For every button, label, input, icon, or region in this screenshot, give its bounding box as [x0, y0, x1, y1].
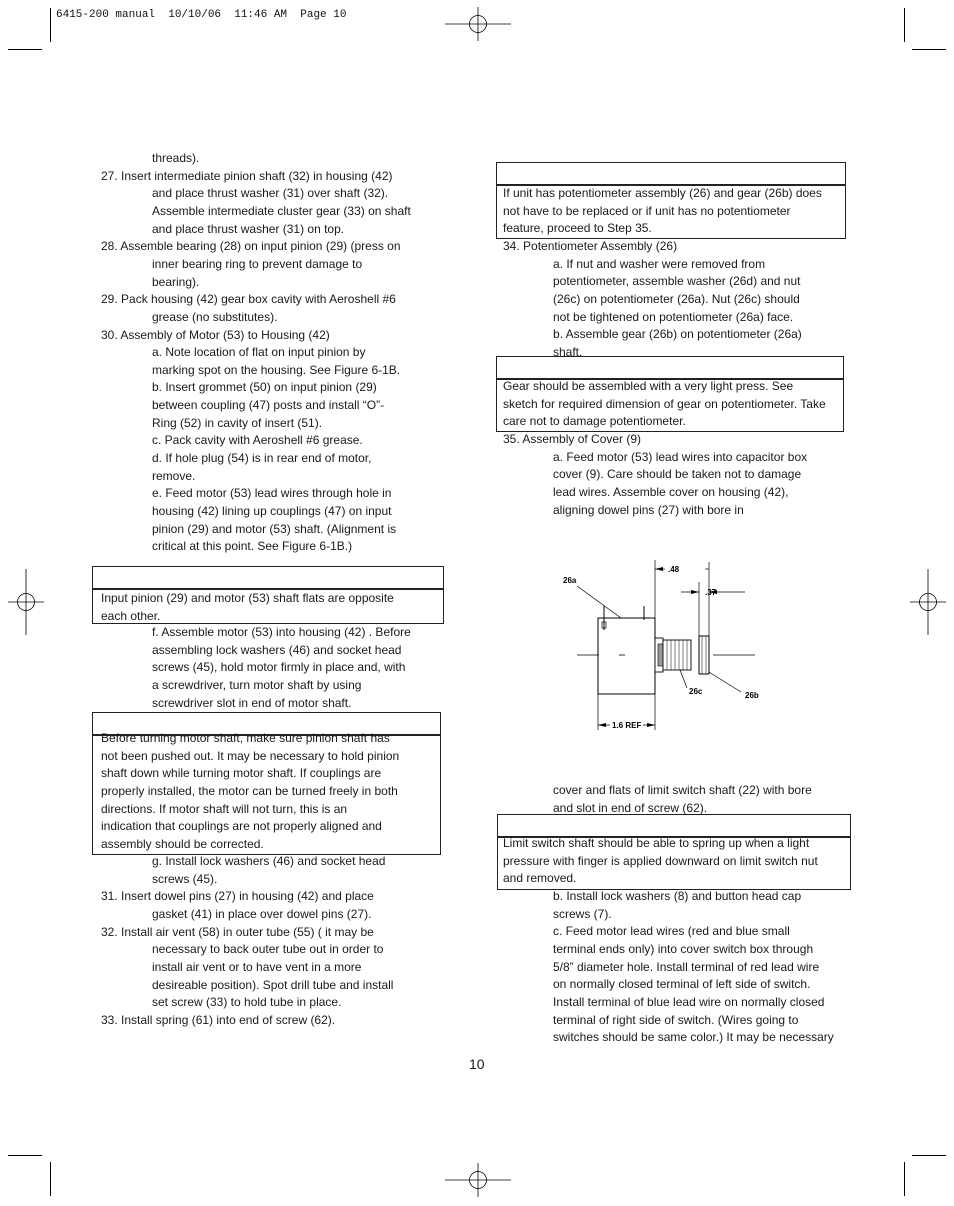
dim-48-label: .48 [668, 565, 680, 574]
text-line: each other. [101, 608, 161, 623]
text-line: necessary to back outer tube out in order to [152, 942, 384, 957]
registration-mark-icon [8, 569, 44, 635]
text-line: terminal of right side of switch. (Wires going to [553, 1012, 799, 1027]
text-line: pinion (29) and motor (53) shaft. (Alignment is [152, 521, 397, 536]
registration-mark-icon [445, 7, 511, 41]
text-line: b. Insert grommet (50) on input pinion (29) [152, 380, 377, 395]
text-line: cover (9). Care should be taken not to damage [553, 467, 802, 482]
text-line: not been pushed out. It may be necessary to hold pinion [101, 748, 400, 763]
text-line: a screwdriver, turn motor shaft by using [152, 677, 362, 692]
text-line: bearing). [152, 274, 200, 289]
text-line: housing (42) lining up couplings (47) on input [152, 504, 392, 518]
text-line: Input pinion (29) and motor (53) shaft flats are opposite [101, 591, 394, 605]
potentiometer-gear-sketch [555, 560, 795, 735]
text-line: shaft down while turning motor shaft. If couplings are [101, 766, 382, 781]
text-line: and place thrust washer (31) on top. [152, 221, 345, 236]
dim-37-label: .37 [705, 588, 717, 597]
text-line: 35. Assembly of Cover (9) [503, 432, 642, 446]
text-line: directions. If motor shaft will not turn, this is an [101, 801, 348, 816]
text-line: a. Note location of flat on input pinion by [152, 345, 366, 360]
crop-mark [8, 49, 42, 50]
text-line: 5/8” diameter hole. Install terminal of red lead wire [553, 959, 820, 974]
text-line: c. Feed motor lead wires (red and blue small [553, 924, 790, 939]
text-line: b. Assemble gear (26b) on potentiometer (26a) [553, 327, 802, 342]
text-line: potentiometer, assemble washer (26d) and nut [553, 274, 801, 289]
text-line: Gear should be assembled with a very light press. See [503, 379, 794, 393]
text-line: set screw (33) to hold tube in place. [152, 995, 342, 1010]
text-line: 27. Insert intermediate pinion shaft (32) in housing (42) [101, 168, 393, 183]
text-line: 29. Pack housing (42) gear box cavity with Aeroshell #6 [101, 292, 396, 307]
text-line: gasket (41) in place over dowel pins (27). [152, 906, 372, 921]
text-line: desireable position). Spot drill tube and install [152, 977, 394, 992]
text-line: Assemble intermediate cluster gear (33) on shaft [152, 203, 411, 218]
crop-mark [904, 8, 905, 42]
text-line: indication that couplings are not properly aligned and [101, 819, 382, 834]
text-line: marking spot on the housing. See Figure 6-1B. [152, 362, 401, 377]
text-line: screws (45), hold motor firmly in place and, with [152, 660, 406, 675]
text-line: (26c) on potentiometer (26a). Nut (26c) should [553, 291, 800, 306]
text-line: 30. Assembly of Motor (53) to Housing (42) [101, 327, 330, 342]
crop-mark [912, 49, 946, 50]
text-line: cover and flats of limit switch shaft (22) with bore [553, 783, 812, 797]
text-line: critical at this point. See Figure 6-1B.) [152, 539, 353, 554]
text-line: on normally closed terminal of left side of switch. [553, 977, 811, 992]
label-26a: 26a [563, 576, 577, 585]
text-line: shaft. [553, 344, 583, 359]
text-line: terminal ends only) into cover switch box through [553, 941, 814, 956]
text-line: inner bearing ring to prevent damage to [152, 256, 363, 271]
text-line: If unit has potentiometer assembly (26) and gear (26b) does [503, 186, 822, 200]
text-line: e. Feed motor (53) lead wires through hole in [152, 486, 392, 501]
crop-mark [904, 1162, 905, 1196]
text-line: threads). [152, 151, 200, 165]
crop-mark [8, 1155, 42, 1156]
registration-mark-icon [910, 569, 946, 635]
text-line: g. Install lock washers (46) and socket head [152, 854, 386, 868]
text-line: screws (45). [152, 871, 218, 886]
text-line: 28. Assemble bearing (28) on input pinion (29) (press on [101, 239, 401, 254]
text-line: care not to damage potentiometer. [503, 414, 686, 429]
text-line: 31. Insert dowel pins (27) in housing (42) and place [101, 889, 374, 904]
text-line: f. Assemble motor (53) into housing (42) . Before [152, 625, 411, 639]
dim-ref-label: 1.6 REF [612, 721, 642, 730]
text-line: Before turning motor shaft, make sure pinion shaft has [101, 731, 390, 745]
text-line: Install terminal of blue lead wire on normally closed [553, 994, 825, 1009]
crop-mark [912, 1155, 946, 1156]
text-line: screws (7). [553, 906, 612, 921]
label-26b: 26b [745, 691, 759, 700]
text-line: 33. Install spring (61) into end of screw (62). [101, 1012, 336, 1027]
text-line: pressure with finger is applied downward on limit switch nut [503, 853, 818, 868]
registration-mark-icon [445, 1163, 511, 1197]
text-line: properly installed, the motor can be turned freely in both [101, 783, 398, 798]
text-line: feature, proceed to Step 35. [503, 221, 652, 236]
label-26c: 26c [689, 687, 703, 696]
text-line: and removed. [503, 871, 577, 886]
print-header: 6415-200 manual 10/10/06 11:46 AM Page 10 [56, 9, 347, 21]
text-line: d. If hole plug (54) is in rear end of motor, [152, 451, 372, 466]
text-line: and place thrust washer (31) over shaft (32). [152, 186, 389, 201]
text-line: not have to be replaced or if unit has no potentiometer [503, 203, 791, 218]
text-line: a. If nut and washer were removed from [553, 256, 766, 271]
text-line: aligning dowel pins (27) with bore in [553, 502, 744, 517]
text-line: between coupling (47) posts and install “O”- [152, 398, 385, 413]
text-line: c. Pack cavity with Aeroshell #6 grease. [152, 433, 363, 448]
text-line: 32. Install air vent (58) in outer tube (55) ( it may be [101, 924, 374, 939]
text-line: a. Feed motor (53) lead wires into capacitor box [553, 449, 808, 464]
text-line: remove. [152, 468, 196, 483]
text-line: Limit switch shaft should be able to spring up when a light [503, 836, 810, 850]
text-line: 34. Potentiometer Assembly (26) [503, 239, 678, 253]
text-line: assembling lock washers (46) and socket head [152, 642, 402, 657]
note-header-box [92, 566, 444, 590]
note-header-box [496, 162, 846, 186]
crop-mark [50, 8, 51, 42]
text-line: and slot in end of screw (62). [553, 800, 708, 815]
text-line: sketch for required dimension of gear on potentiometer. Take [503, 396, 826, 411]
text-line: Ring (52) in cavity of insert (51). [152, 415, 323, 430]
text-line: screwdriver slot in end of motor shaft. [152, 695, 352, 710]
text-line: lead wires. Assemble cover on housing (42), [553, 484, 789, 499]
text-line: not be tightened on potentiometer (26a) face. [553, 309, 794, 324]
text-line: install air vent or to have vent in a more [152, 959, 362, 974]
caution-header-box [496, 356, 844, 380]
text-line: switches should be same color.) It may be necessary [553, 1030, 834, 1045]
page-number: 10 [469, 1056, 485, 1072]
text-line: grease (no substitutes). [152, 309, 278, 324]
text-line: assembly should be corrected. [101, 836, 264, 851]
text-line: b. Install lock washers (8) and button head cap [553, 889, 802, 903]
crop-mark [50, 1162, 51, 1196]
